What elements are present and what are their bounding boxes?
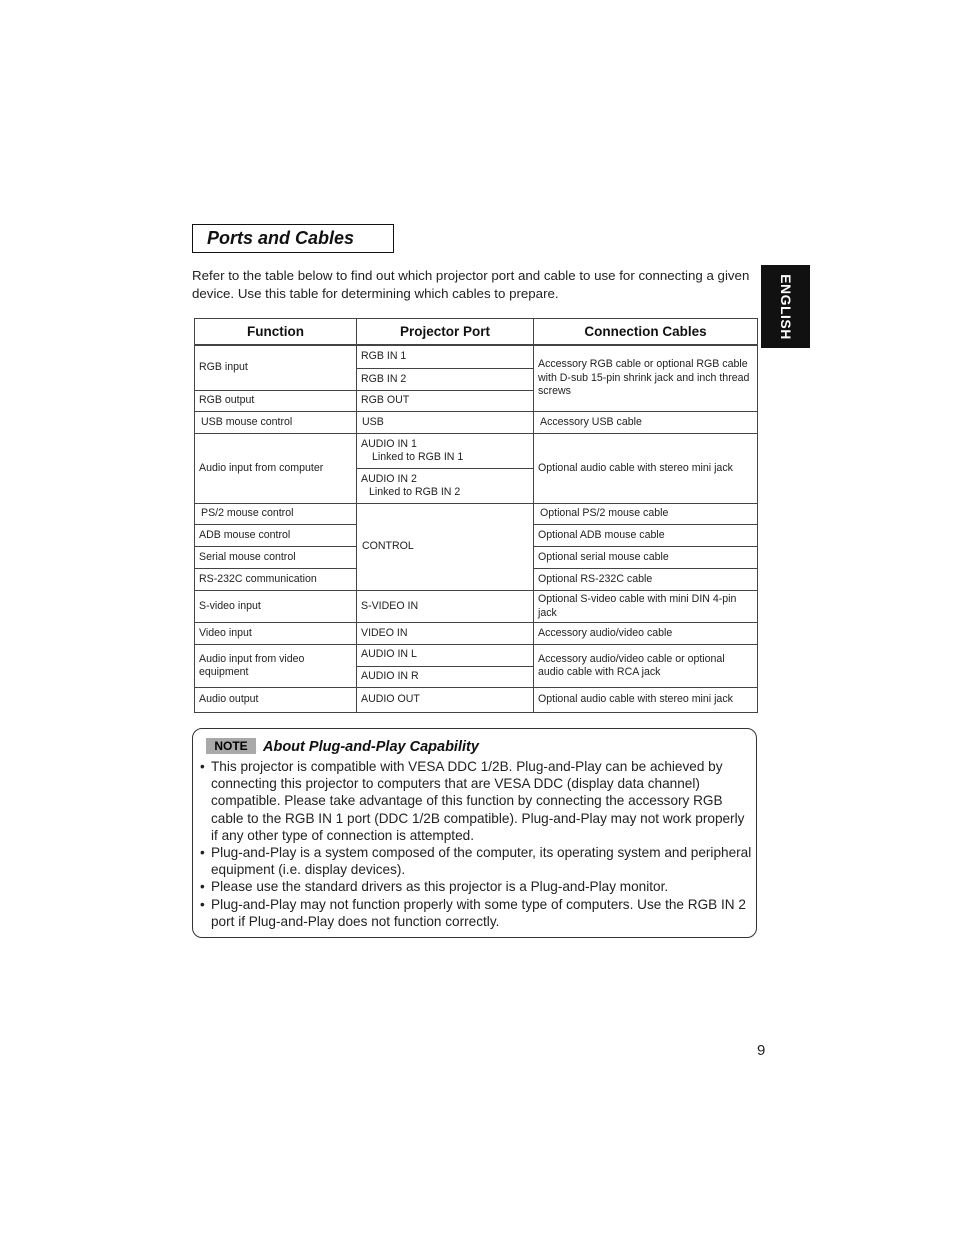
function-cell: RGB output (194, 390, 357, 412)
cable-cell: Optional audio cable with stereo mini jack (533, 687, 758, 713)
port-cell: AUDIO IN L (356, 644, 534, 667)
port-cell: S-VIDEO IN (356, 590, 534, 623)
cable-cell: Optional S-video cable with mini DIN 4-pin jack (533, 590, 758, 623)
note-bullet-list (200, 758, 752, 930)
language-tab (761, 265, 810, 348)
port-cell: RGB IN 1 (356, 345, 534, 369)
port-cell (356, 433, 534, 469)
function-cell: Audio input from computer (194, 433, 357, 504)
cable-cell: Optional audio cable with stereo mini jack (533, 433, 758, 504)
cable-cell: Optional RS-232C cable (533, 568, 758, 591)
function-cell: Audio input from video equipment (194, 644, 357, 688)
cable-cell: Optional serial mouse cable (533, 546, 758, 569)
port-cell: CONTROL (356, 503, 534, 591)
list-item (200, 896, 752, 930)
port-cell: RGB OUT (356, 390, 534, 412)
list-item (200, 878, 752, 895)
bullet-text: This projector is compatible with VESA DDC 1/2B. Plug-and-Play can be achieved by connecting this projector to computers that are VESA DDC (display data channel) compatible. Please take advantage of this function by connecting the accessory RGB cable to the RGB IN 1 port (DDC 1/2B compatible). Plug-and-Play may not work properly if any other type of connection is attempted. (211, 759, 745, 843)
function-cell: Video input (194, 622, 357, 645)
bullet-text: Plug-and-Play is a system composed of the computer, its operating system and peripheral equipment (i.e. display devices). (211, 845, 752, 878)
language-tab-label: ENGLISH (777, 273, 794, 340)
port-cell: RGB IN 2 (356, 368, 534, 391)
section-title: Ports and Cables (192, 224, 394, 253)
cable-cell: Accessory audio/video cable (533, 622, 758, 645)
cable-cell: Accessory USB cable (533, 411, 758, 434)
function-cell: PS/2 mouse control (194, 503, 357, 525)
port-label: AUDIO IN 1 (361, 437, 417, 450)
function-cell: RGB input (194, 345, 357, 391)
port-cell: VIDEO IN (356, 622, 534, 645)
bullet-icon: • (200, 896, 205, 912)
header-projector-port: Projector Port (356, 318, 534, 345)
bullet-text: Plug-and-Play may not function properly with some type of computers. Use the RGB IN 2 port if Plug-and-Play does not function correctly. (211, 896, 746, 929)
function-cell: Audio output (194, 687, 357, 713)
function-cell: USB mouse control (194, 411, 357, 434)
function-cell: Serial mouse control (194, 546, 357, 569)
bullet-icon: • (200, 879, 205, 895)
port-sublabel: Linked to RGB IN 1 (372, 451, 464, 463)
port-cell: AUDIO OUT (356, 687, 534, 713)
function-cell: S-video input (194, 590, 357, 623)
note-badge: NOTE (206, 738, 256, 754)
port-label: AUDIO IN 2 (361, 472, 417, 485)
list-item (200, 844, 752, 878)
function-cell: ADB mouse control (194, 524, 357, 547)
cable-cell: Accessory audio/video cable or optional audio cable with RCA jack (533, 644, 758, 688)
bullet-icon: • (200, 759, 205, 774)
header-function: Function (194, 318, 357, 345)
cable-cell: Optional PS/2 mouse cable (533, 503, 758, 525)
port-sublabel: Linked to RGB IN 2 (369, 486, 461, 498)
list-item (200, 758, 752, 844)
cable-cell: Optional ADB mouse cable (533, 524, 758, 547)
bullet-text: Please use the standard drivers as this projector is a Plug-and-Play monitor. (211, 879, 669, 895)
cable-cell: Accessory RGB cable or optional RGB cable with D-sub 15-pin shrink jack and inch thread screws (533, 345, 758, 412)
note-title: About Plug-and-Play Capability (263, 739, 479, 755)
port-cell: USB (356, 411, 534, 434)
page-number: 9 (757, 1042, 766, 1059)
port-cell: AUDIO IN R (356, 666, 534, 688)
bullet-icon: • (200, 845, 205, 861)
port-cell (356, 468, 534, 504)
header-connection-cables: Connection Cables (533, 318, 758, 345)
intro-paragraph: Refer to the table below to find out which projector port and cable to use for connecting a given device. Use this table for determining which cables to prepare. (192, 268, 750, 301)
function-cell: RS-232C communication (194, 568, 357, 591)
